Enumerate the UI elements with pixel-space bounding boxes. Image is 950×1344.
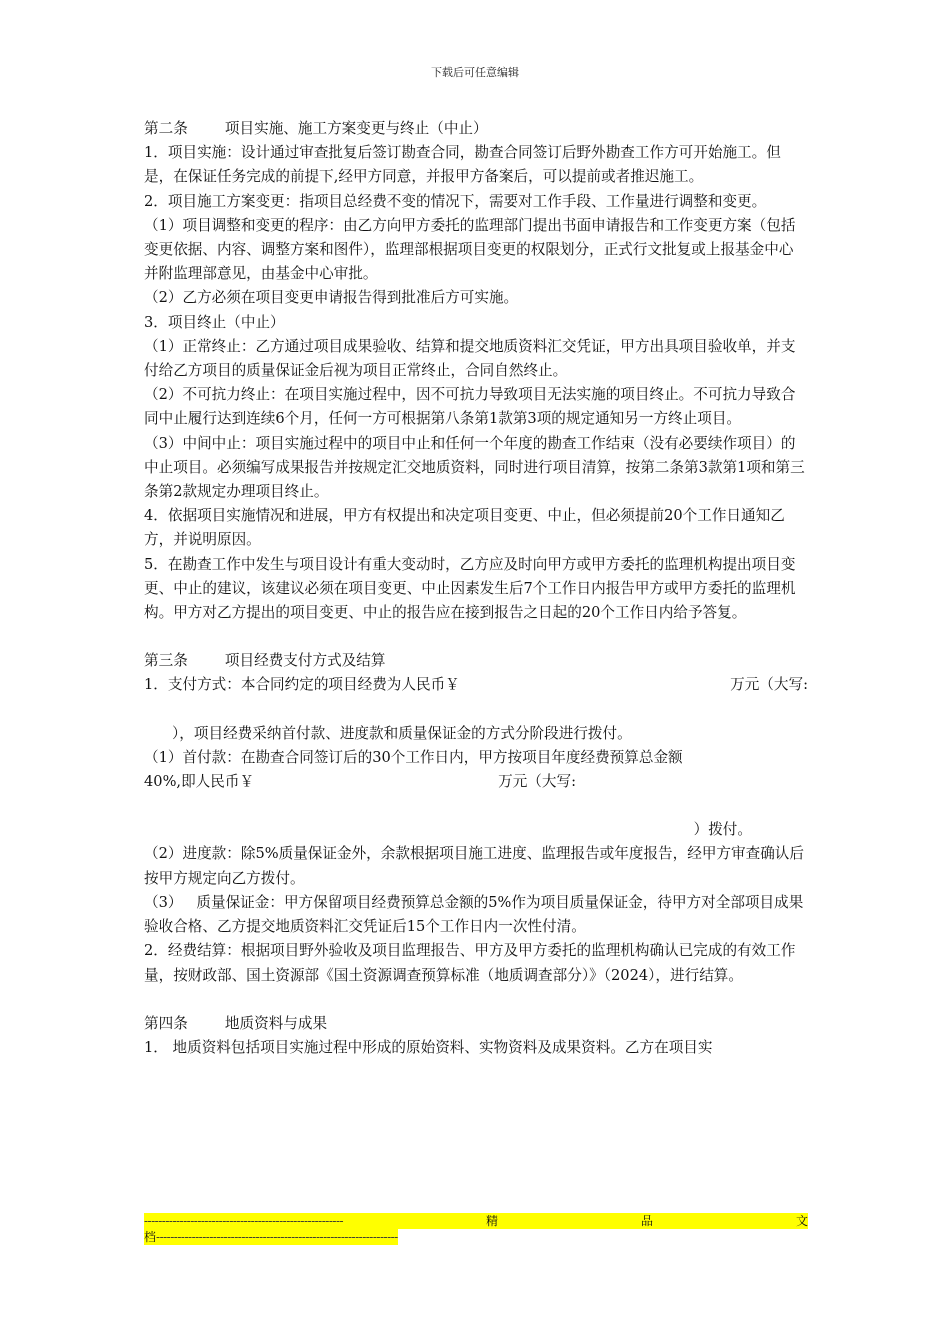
- footer-word: 档: [144, 1230, 157, 1244]
- paragraph: （1）首付款：在勘查合同签订后的30个工作日内，甲方按项目年度经费预算总金额: [144, 748, 683, 766]
- spacer: [144, 625, 808, 649]
- first-payment-line: [144, 770, 808, 794]
- paragraph: （1）项目调整和变更的程序：由乙方向甲方委托的监理部门提出书面申请报告和工作变更方案（包括变更依据、内容、调整方案和图件），监理部根据项目变更的权限划分，正式行文批复或上报基金中心并附监理部意见，由基金中心审批。: [144, 216, 796, 283]
- section-number: 第二条: [144, 120, 188, 137]
- payment-label: 1．支付方式：本合同约定的项目经费为人民币￥: [144, 676, 460, 694]
- section-number: 第三条: [144, 652, 188, 670]
- section-heading: [144, 117, 808, 141]
- paragraph: （1）正常终止：乙方通过项目成果验收、结算和提交地质资料汇交凭证，甲方出具项目验收单，并支付给乙方项目的质量保证金后视为项目正常终止，合同自然终止。: [144, 337, 796, 380]
- footer-word: 精: [486, 1214, 499, 1228]
- paragraph: 1．项目实施：设计通过审查批复后签订勘查合同，勘查合同签订后野外勘查工作方可开始施工。但是，在保证任务完成的前提下,经甲方同意，并报甲方备案后，可以提前或者推迟施工。: [144, 144, 781, 186]
- paragraph: 3．项目终止（中止）: [144, 313, 285, 331]
- spacer: [144, 988, 808, 1012]
- first-payment-label: 40%,即人民币￥: [144, 773, 255, 791]
- paragraph: 4．依据项目实施情况和进展，甲方有权提出和决定项目变更、中止，但必须提前20个工作日通知乙方，并说明原因。: [144, 507, 785, 549]
- page-header: 下载后可任意编辑: [431, 66, 519, 79]
- section-title: 项目经费支付方式及结算: [224, 652, 386, 670]
- paragraph: ），项目经费采纳首付款、进度款和质量保证金的方式分阶段进行拨付。: [172, 724, 632, 742]
- footer-dashes: --------------------------------------------------------: [144, 1214, 344, 1228]
- paragraph: （3） 质量保证金：甲方保留项目经费预算总金额的5%作为项目质量保证金，待甲方对全部项目成果验收合格、乙方提交地质资料汇交凭证后15个工作日内一次性付清。: [144, 893, 804, 936]
- page-footer-watermark: [144, 1213, 808, 1245]
- paragraph: 5．在勘查工作中发生与项目设计有重大变动时，乙方应及时向甲方或甲方委托的监理机构提出项目变更、中止的建议，该建议必须在项目变更、中止因素发生后7个工作日内报告甲方或甲方委托的监理机构。甲方对乙方提出的项目变更、中止的报告应在接到报告之日起的20个工作日内给予答复。: [144, 555, 796, 622]
- spacer: [144, 794, 808, 818]
- first-payment-unit: 万元（大写:: [498, 773, 576, 791]
- footer-line: [144, 1213, 808, 1229]
- footer-dashes: --------------------------------------------------------------------: [156, 1230, 398, 1244]
- section-number: 第四条: [144, 1014, 188, 1032]
- paragraph: （2）乙方必须在项目变更申请报告得到批准后方可实施。: [144, 289, 519, 307]
- section-heading: [144, 1012, 808, 1036]
- paragraph: （2）进度款：除5%质量保证金外，余款根据项目施工进度、监理报告或年度报告，经甲方审查确认后按甲方规定向乙方拨付。: [144, 845, 804, 887]
- spacer: [144, 698, 808, 722]
- footer-word: 文: [795, 1214, 808, 1228]
- paragraph: 1． 地质资料包括项目实施过程中形成的原始资料、实物资料及成果资料。乙方在项目实: [144, 1038, 713, 1056]
- document-body: [144, 117, 808, 1060]
- payment-unit-label: 万元（大写:: [730, 676, 808, 694]
- footer-line: [144, 1229, 398, 1245]
- paragraph: 2．项目施工方案变更：指项目总经费不变的情况下，需要对工作手段、工作量进行调整和变更。: [144, 192, 767, 210]
- footer-word: 品: [640, 1214, 653, 1228]
- section-title: 地质资料与成果: [224, 1014, 328, 1032]
- paragraph: （2）不可抗力终止：在项目实施过程中，因不可抗力导致项目无法实施的项目终止。不可抗力导致合同中止履行达到连续6个月，任何一方可根据第八条第1款第3项的规定通知另一方终止项目。: [144, 386, 796, 428]
- paragraph: ）拨付。: [693, 821, 752, 839]
- paragraph: 2．经费结算：根据项目野外验收及项目监理报告、甲方及甲方委托的监理机构确认已完成的有效工作量，按财政部、国土资源部《国土资源调查预算标准（地质调查部分）》（2024），进行结算。: [144, 942, 796, 984]
- section-title: 项目实施、施工方案变更与终止（中止）: [224, 120, 488, 137]
- section-heading: [144, 649, 808, 673]
- paragraph: （3）中间中止：项目实施过程中的项目中止和任何一个年度的勘查工作结束（没有必要续作项目）的中止项目。必须编写成果报告并按规定汇交地质资料，同时进行项目清算，按第二条第3款第1项和第三条第2款规定办理项目终止。: [144, 434, 805, 501]
- payment-amount-line: [144, 673, 808, 697]
